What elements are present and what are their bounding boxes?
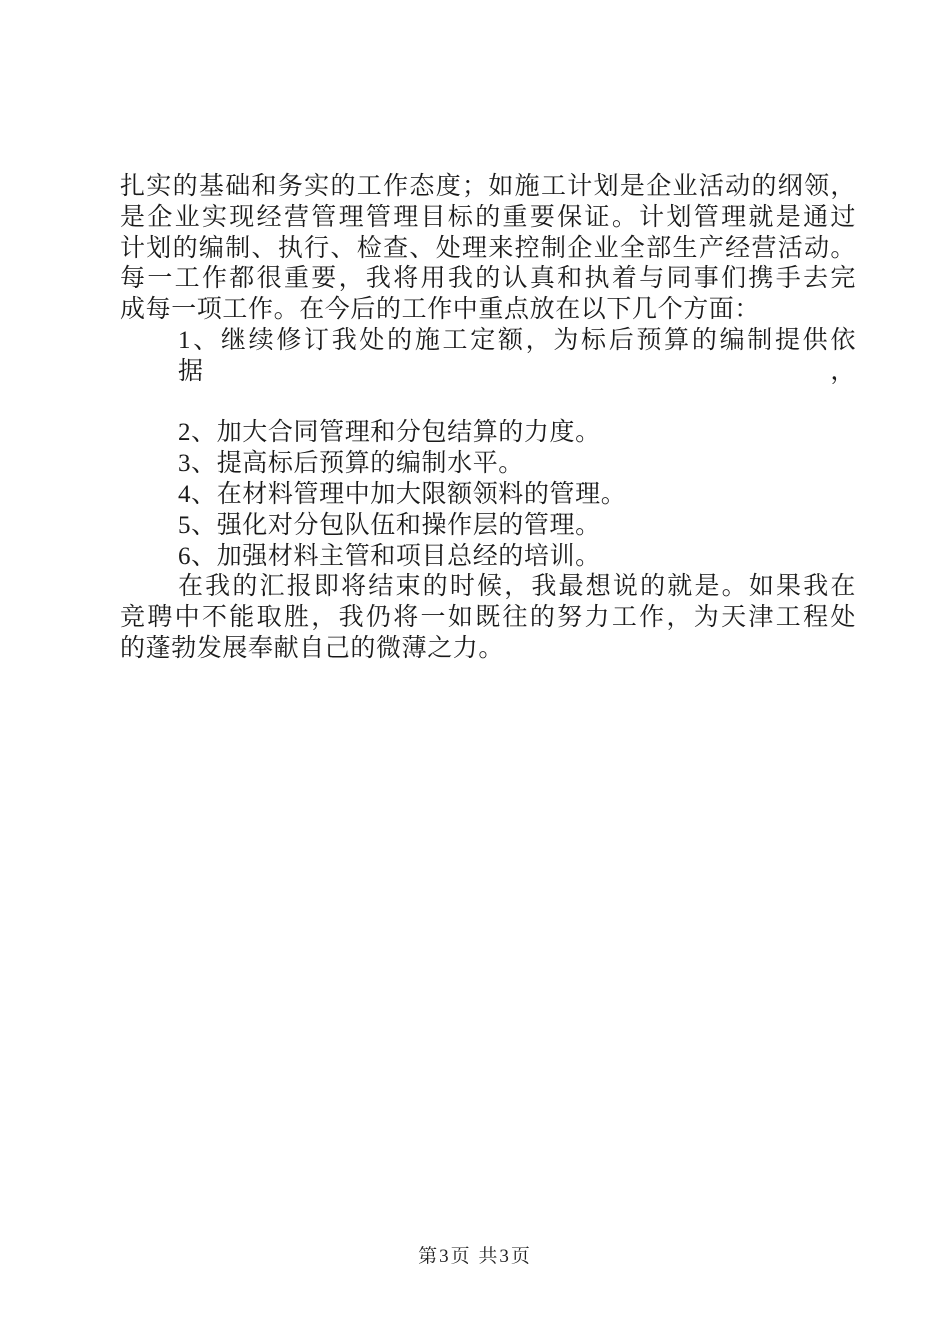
page-number-label: 第3页 共3页	[418, 1246, 532, 1267]
list-item-1: 1、继续修订我处的施工定额，为标后预算的编制提供依据，	[178, 326, 856, 385]
text-line: 成每一项工作。在今后的工作中重点放在以下几个方面：	[120, 296, 761, 324]
list-item-6: 6、加强材料主管和项目总经的培训。	[178, 542, 601, 570]
list-item-5: 5、强化对分包队伍和操作层的管理。	[178, 511, 601, 539]
text-line: 竞聘中不能取胜，我仍将一如既往的努力工作，为天津工程处	[120, 604, 856, 632]
list-item-2: 2、加大合同管理和分包结算的力度。	[178, 419, 601, 447]
list-item-3: 3、提高标后预算的编制水平。	[178, 450, 524, 478]
text-line: 的蓬勃发展奉献自己的微薄之力。	[120, 634, 505, 662]
blank-line	[120, 388, 856, 419]
text-line: 扎实的基础和务实的工作态度；如施工计划是企业活动的纲领，	[120, 173, 856, 200]
text-line: 计划的编制、执行、检查、处理来控制企业全部生产经营活动。	[120, 234, 856, 262]
text-line: 是企业实现经营管理管理目标的重要保证。计划管理就是通过	[120, 203, 856, 231]
document-body	[120, 172, 856, 665]
page-footer	[0, 1241, 950, 1268]
text-line: 在我的汇报即将结束的时候，我最想说的就是。如果我在	[178, 573, 856, 601]
text-line: 每一工作都很重要，我将用我的认真和执着与同事们携手去完	[120, 265, 856, 293]
list-item-4: 4、在材料管理中加大限额领料的管理。	[178, 480, 627, 508]
